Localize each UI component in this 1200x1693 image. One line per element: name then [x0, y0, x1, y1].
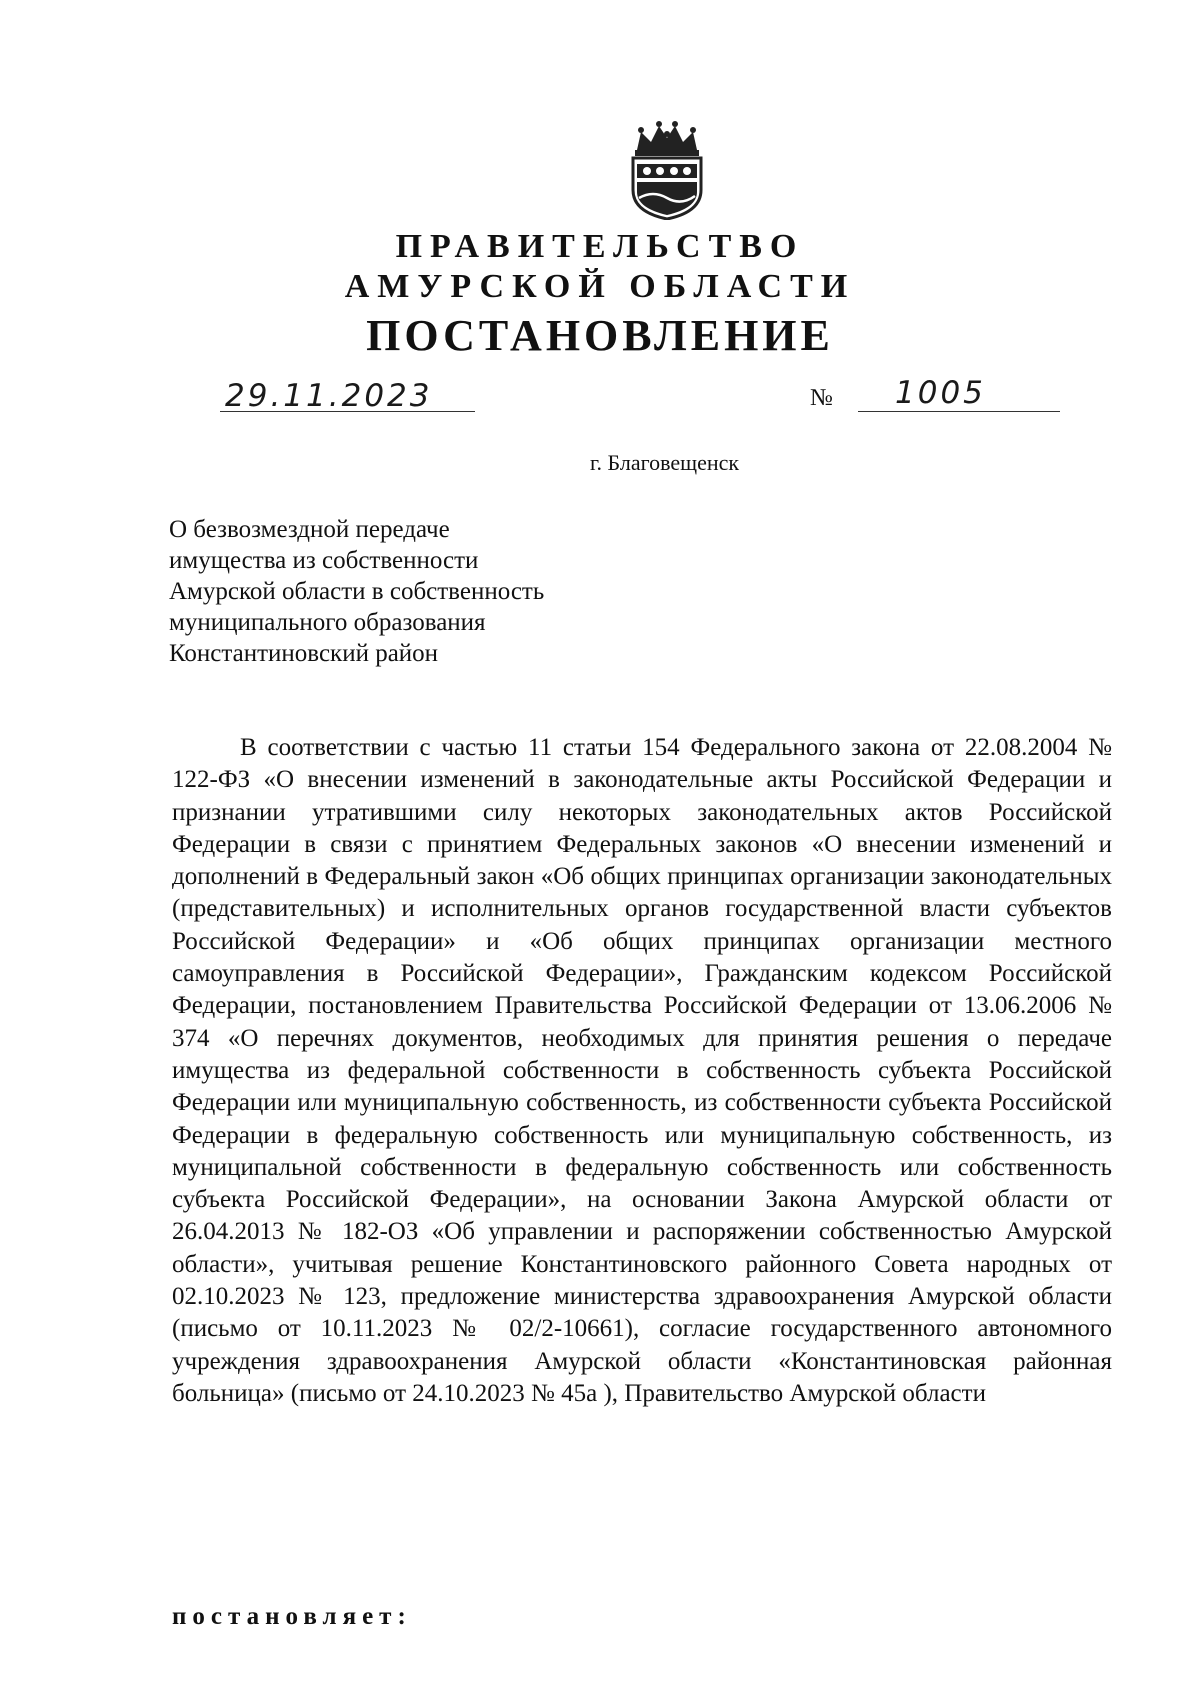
subject-line: муниципального образования [169, 609, 486, 636]
number-sign: № [810, 385, 833, 411]
number-underline [858, 411, 1060, 412]
city: г. Благовещенск [590, 450, 740, 475]
coat-of-arms-icon [625, 120, 709, 220]
handwritten-number: 1005 [895, 375, 986, 411]
subject-line: Амурской области в собственность [169, 578, 545, 605]
resolve-word: постановляет: [172, 1603, 412, 1630]
body-text: В соответствии с частью 11 статьи 154 Федерального закона от 22.08.2004 № 122-ФЗ «О внесении изменений в законодательные акты Российской Федерации и признании утратившими силу некоторых законодательных актов Российской Федерации в связи с принятием Федеральных законов «О внесении изменений и дополнений в Федеральный закон «Об общих принципах организации законодательных (представительных) и исполнительных органов государственной власти субъектов Российской Федерации» и «Об общих принципах организации местного самоуправления в Российской Федерации», Гражданским кодексом Российской Федерации, постановлением Правительства Российской Федерации от 13.06.2006 № 374 «О перечнях документов, необходимых для принятия решения о передаче имущества из федеральной собственности в собственность субъекта Российской Федерации или муниципальную собственность, из собственности субъекта Российской Федерации в федеральную собственность или муниципальную собственность, из муниципальной собственности в федеральную собственность или собственность субъекта Российской Федерации», на основании Закона Амурской области от 26.04.2013 № 182-ОЗ «Об управлении и распоряжении собственностью Амурской области», учитывая решение Константиновского районного Совета народных от 02.10.2023 № 123, предложение министерства здравоохранения Амурской области (письмо от 10.11.2023 № 02/2-10661), согласие государственного автономного учреждения здравоохранения Амурской области «Константиновская районная больница» (письмо от 24.10.2023 № 45а ), Правительство Амурской области [172, 734, 1112, 1407]
government-title-line1: ПРАВИТЕЛЬСТВО [395, 228, 805, 265]
document-type: ПОСТАНОВЛЕНИЕ [366, 311, 834, 360]
subject-line: Константиновский район [169, 640, 439, 667]
date-underline [220, 411, 475, 412]
government-title-line2: АМУРСКОЙ ОБЛАСТИ [344, 268, 856, 305]
handwritten-date: 29.11.2023 [225, 378, 433, 414]
subject-block [169, 514, 544, 669]
subject-line: имущества из собственности [169, 547, 479, 574]
body-paragraph [172, 732, 1112, 1410]
subject-line: О безвозмездной передаче [169, 516, 450, 543]
